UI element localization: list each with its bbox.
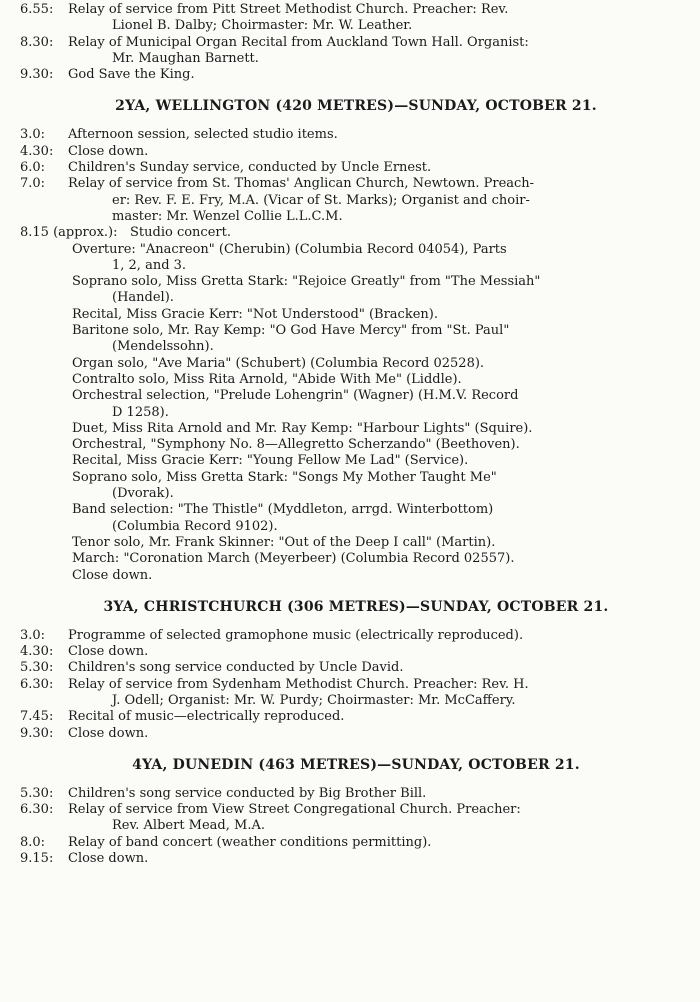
programme-line: Band selection: "The Thistle" (Myddleton, arrgd. Winterbottom) [72,502,494,518]
programme-item [20,242,692,275]
entry-time: 6.30: [20,676,54,692]
entry-text [68,127,692,143]
programme-line: Recital, Miss Gracie Kerr: "Young Fellow Me Lad" (Service). [72,453,469,469]
newspaper-page [20,2,692,867]
entry-time: 4.30: [20,143,54,159]
programme-item [20,372,692,388]
programme-line: March: "Coronation March (Meyerbeer) (Columbia Record 02557). [72,551,515,567]
programme-item [20,535,692,551]
programme-item [20,274,692,307]
schedule-entry [20,786,692,802]
programme-item [20,551,692,567]
concert-entry [20,225,692,241]
schedule-entry [20,67,692,83]
entry-line: Afternoon session, selected studio items. [68,127,338,143]
entry-line: Relay of Municipal Organ Recital from Auckland Town Hall. Organist: [68,34,529,50]
entry-line: J. Odell; Organist: Mr. W. Purdy; Choirmaster: Mr. McCaffery. [112,692,516,708]
entry-line: Programme of selected gramophone music (electrically reproduced). [68,627,524,643]
programme-item [20,421,692,437]
programme-line: Duet, Miss Rita Arnold and Mr. Ray Kemp: "Harbour Lights" (Squire). [72,420,533,436]
programme-item [20,568,692,584]
entry-time: 8.30: [20,34,54,50]
entry-line: Lionel B. Dalby; Choirmaster: Mr. W. Leather. [112,18,413,34]
entry-text [68,786,692,802]
programme-line: (Handel). [112,290,174,306]
entry-line: Children's Sunday service, conducted by Uncle Ernest. [68,160,432,176]
programme-line: Organ solo, "Ave Maria" (Schubert) (Columbia Record 02528). [72,355,485,371]
entry-time: 9.30: [20,725,54,741]
schedule-section [20,97,692,583]
programme-line: Soprano solo, Miss Gretta Stark: "Rejoice Greatly" from "The Messiah" [72,274,541,290]
programme-line: Recital, Miss Gracie Kerr: "Not Understood" (Bracken). [72,306,438,322]
programme-line: 1, 2, and 3. [112,257,187,273]
programme-line: Orchestral selection, "Prelude Lohengrin" (Wagner) (H.M.V. Record [72,388,519,404]
programme-item [20,453,692,469]
entry-time: 9.15: [20,851,54,867]
entry-time: 6.30: [20,802,54,818]
entry-time: 3.0: [20,627,46,643]
entry-line: Mr. Maughan Barnett. [112,50,259,66]
schedule-entry [20,628,692,644]
schedule-entry [20,709,692,725]
station-heading: 4YA, DUNEDIN (463 METRES)—SUNDAY, OCTOBER 21. [132,756,580,773]
entry-time: 5.30: [20,660,54,676]
entry-line: Close down. [68,644,149,660]
entry-text [68,176,692,225]
entry-line: master: Mr. Wenzel Collie L.L.C.M. [112,208,343,224]
schedule-section [20,756,692,867]
programme-line: D 1258). [112,404,169,420]
programme-line: Contralto solo, Miss Rita Arnold, "Abide With Me" (Liddle). [72,371,462,387]
programme-item [20,502,692,535]
schedule-entry [20,660,692,676]
station-heading: 3YA, CHRISTCHURCH (306 METRES)—SUNDAY, OCTOBER 21. [103,598,609,615]
programme-line: Soprano solo, Miss Gretta Stark: "Songs My Mother Taught Me" [72,469,497,485]
entry-line: Children's song service conducted by Big Brother Bill. [68,785,427,801]
entry-text [68,677,692,710]
entry-text [68,160,692,176]
entry-text [68,835,692,851]
entry-text [68,709,692,725]
entry-text [68,660,692,676]
entry-time: 7.0: [20,176,46,192]
programme-item [20,323,692,356]
entry-time: 7.45: [20,709,54,725]
entry-time: 8.0: [20,834,46,850]
programme-line: Close down. [72,567,153,583]
programme-line: (Dvorak). [112,486,174,502]
schedule-entry [20,176,692,225]
programme-item [20,437,692,453]
schedule-entry [20,144,692,160]
schedule-section [20,2,692,83]
entry-line: Relay of service from St. Thomas' Anglican Church, Newtown. Preach- [68,176,535,192]
schedule-entry [20,677,692,710]
programme-line: Overture: "Anacreon" (Cherubin) (Columbia Record 04054), Parts [72,241,507,257]
programme-line: (Mendelssohn). [112,339,214,355]
entry-line: Relay of service from View Street Congregational Church. Preacher: [68,802,521,818]
entry-time: 3.0: [20,127,46,143]
entry-line: er: Rev. F. E. Fry, M.A. (Vicar of St. Marks); Organist and choir- [112,192,530,208]
entry-time: 6.0: [20,160,46,176]
programme-item [20,307,692,323]
entry-line: Relay of band concert (weather conditions permitting). [68,834,432,850]
schedule-entry [20,127,692,143]
entry-line: Close down. [68,143,149,159]
schedule-entry [20,726,692,742]
entry-line: Recital of music—electrically reproduced. [68,709,345,725]
entry-text [68,644,692,660]
entry-line: God Save the King. [68,67,195,83]
entry-line: Children's song service conducted by Uncle David. [68,660,404,676]
entry-time: 6.55: [20,2,54,17]
entry-line: Close down. [68,851,149,867]
entry-line: Close down. [68,725,149,741]
entry-text [68,802,692,835]
concert-time: 8.15 (approx.): [20,225,118,241]
entry-time: 9.30: [20,67,54,83]
entry-text [68,35,692,68]
entry-text [68,851,692,867]
entry-line: Relay of service from Sydenham Methodist Church. Preacher: Rev. H. [68,676,529,692]
programme-item [20,470,692,503]
schedule-entry [20,2,692,35]
programme-line: Baritone solo, Mr. Ray Kemp: "O God Have Mercy" from "St. Paul" [72,323,510,339]
entry-text [68,2,692,35]
programme-line: Tenor solo, Mr. Frank Skinner: "Out of the Deep I call" (Martin). [72,534,496,550]
entry-time: 5.30: [20,785,54,801]
station-heading: 2YA, WELLINGTON (420 METRES)—SUNDAY, OCTOBER 21. [115,98,597,115]
schedule-entry [20,802,692,835]
schedule-entry [20,160,692,176]
programme-line: Orchestral, "Symphony No. 8—Allegretto Scherzando" (Beethoven). [72,437,520,453]
programme-item [20,356,692,372]
entry-text [68,628,692,644]
entry-text [68,67,692,83]
entry-time: 4.30: [20,644,54,660]
schedule-entry [20,35,692,68]
entry-text [68,144,692,160]
programme-line: (Columbia Record 9102). [112,518,278,534]
programme-item [20,388,692,421]
schedule-entry [20,851,692,867]
schedule-section [20,598,692,742]
entry-line: Relay of service from Pitt Street Methodist Church. Preacher: Rev. [68,2,509,17]
entry-line: Rev. Albert Mead, M.A. [112,818,265,834]
schedule-entry [20,644,692,660]
schedule-entry [20,835,692,851]
entry-text [68,726,692,742]
concert-title: Studio concert. [130,225,231,241]
